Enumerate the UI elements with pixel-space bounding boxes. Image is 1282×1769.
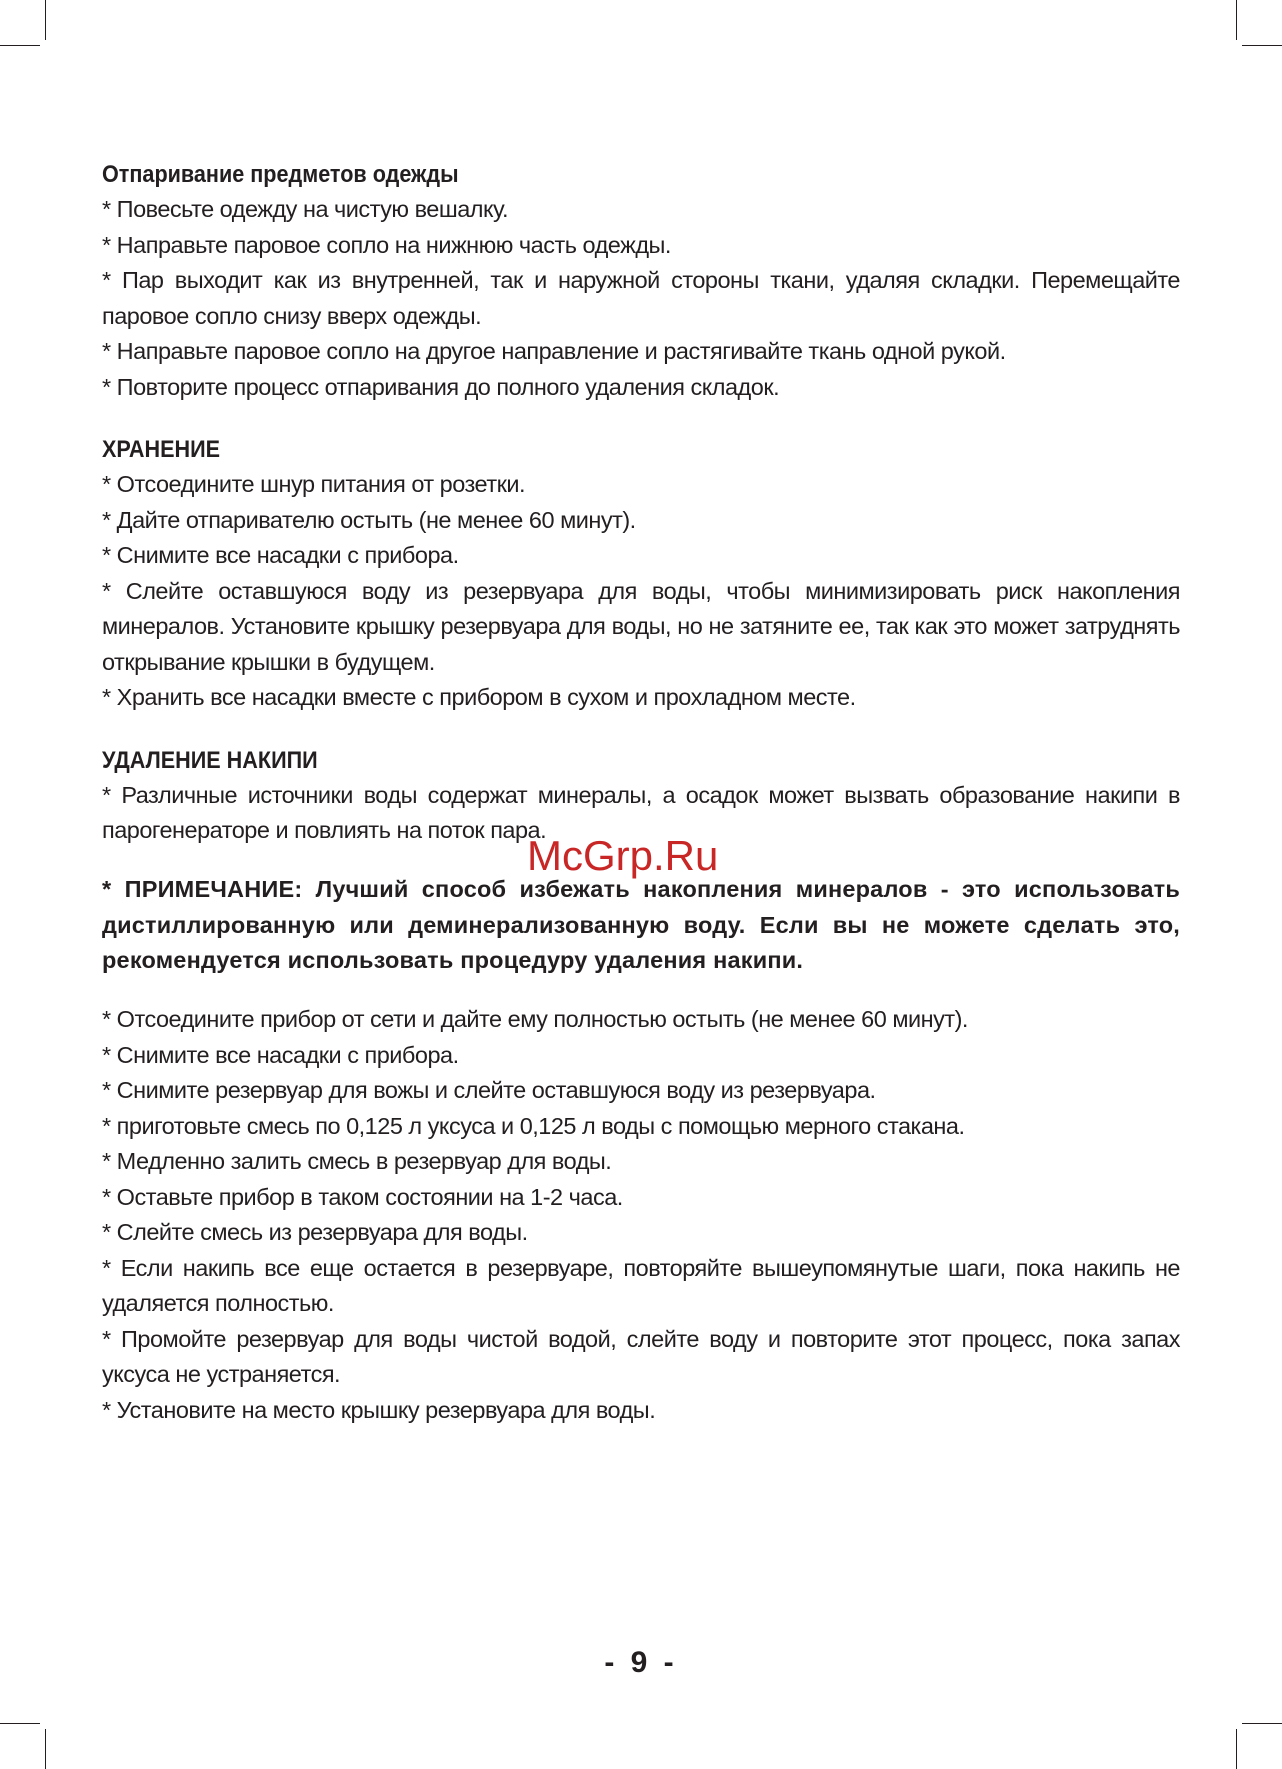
section-heading: УДАЛЕНИЕ НАКИПИ — [102, 746, 318, 774]
crop-mark-top-left-horizontal — [0, 45, 40, 46]
crop-mark-bottom-right-vertical — [1236, 1729, 1237, 1769]
crop-mark-top-left-vertical — [45, 0, 46, 40]
list-item: * Направьте паровое сопло на нижнюю часть одежды. — [102, 231, 671, 258]
crop-mark-bottom-left-vertical — [45, 1729, 46, 1769]
note-paragraph: * ПРИМЕЧАНИЕ: Лучший способ избежать накопления минералов - это использовать дистиллированную или деминерализованную воду. Если вы не можете сделать это, рекомендуется использовать процедуру удаления накипи. — [102, 876, 1180, 973]
list-item: * Снимите все насадки с прибора. — [102, 1041, 459, 1068]
list-item: * Направьте паровое сопло на другое направление и растягивайте ткань одной рукой. — [102, 338, 1006, 364]
document-body — [102, 158, 1180, 1456]
list-item: * Снимите все насадки с прибора. — [102, 542, 459, 568]
section-descaling — [102, 744, 1180, 1429]
list-item: * Слейте оставшуюся воду из резервуара для воды, чтобы минимизировать риск накопления минералов. Установите крышку резервуара для воды, но не затяните ее, так как это может затруднять открывание крышки в будущем. — [102, 577, 1180, 675]
list-item: * Пар выходит как из внутренней, так и наружной стороны ткани, удаляя складки. Перемещайте паровое сопло снизу вверх одежды. — [102, 267, 1180, 329]
section-storage — [102, 433, 1180, 716]
list-item: * Установите на место крышку резервуара для воды. — [102, 1396, 656, 1423]
section-steaming — [102, 158, 1180, 405]
list-item: * Медленно залить смесь в резервуар для воды. — [102, 1148, 612, 1174]
list-item: * Оставьте прибор в таком состоянии на 1-2 часа. — [102, 1183, 623, 1210]
list-item: * Дайте отпаривателю остыть (не менее 60 минут). — [102, 506, 636, 533]
list-item: * Слейте смесь из резервуара для воды. — [102, 1219, 528, 1245]
crop-mark-bottom-left-horizontal — [0, 1723, 40, 1724]
crop-mark-top-right-horizontal — [1242, 45, 1282, 46]
list-item: * Снимите резервуар для вожы и слейте оставшуюся воду из резервуара. — [102, 1077, 876, 1103]
list-item: * Хранить все насадки вместе с прибором в сухом и прохладном месте. — [102, 684, 856, 710]
list-item: * Если накипь все еще остается в резервуаре, повторяйте вышеупомянутые шаги, пока накипь не удаляется полностью. — [102, 1254, 1180, 1316]
list-item: * Повторите процесс отпаривания до полного удаления складок. — [102, 373, 780, 400]
watermark: McGrp.Ru — [527, 832, 719, 879]
list-item: * Промойте резервуар для воды чистой водой, слейте воду и повторите этот процесс, пока запах уксуса не устраняется. — [102, 1325, 1180, 1387]
section-heading: ХРАНЕНИЕ — [102, 436, 221, 463]
list-item: * приготовьте смесь по 0,125 л уксуса и 0,125 л воды с помощью мерного стакана. — [102, 1112, 965, 1139]
crop-mark-bottom-right-horizontal — [1242, 1723, 1282, 1724]
list-item: * Повесьте одежду на чистую вешалку. — [102, 196, 508, 222]
page-number: - 9 - — [604, 1646, 678, 1679]
list-item: * Отсоедините прибор от сети и дайте ему полностью остыть (не менее 60 минут). — [102, 1006, 968, 1032]
section-heading: Отпаривание предметов одежды — [102, 161, 459, 188]
list-item: * Отсоедините шнур питания от розетки. — [102, 471, 526, 497]
intro-paragraph: * Различные источники воды содержат минералы, а осадок может вызвать образование накипи в парогенераторе и повлиять на поток пара. — [102, 781, 1180, 843]
crop-mark-top-right-vertical — [1236, 0, 1237, 40]
